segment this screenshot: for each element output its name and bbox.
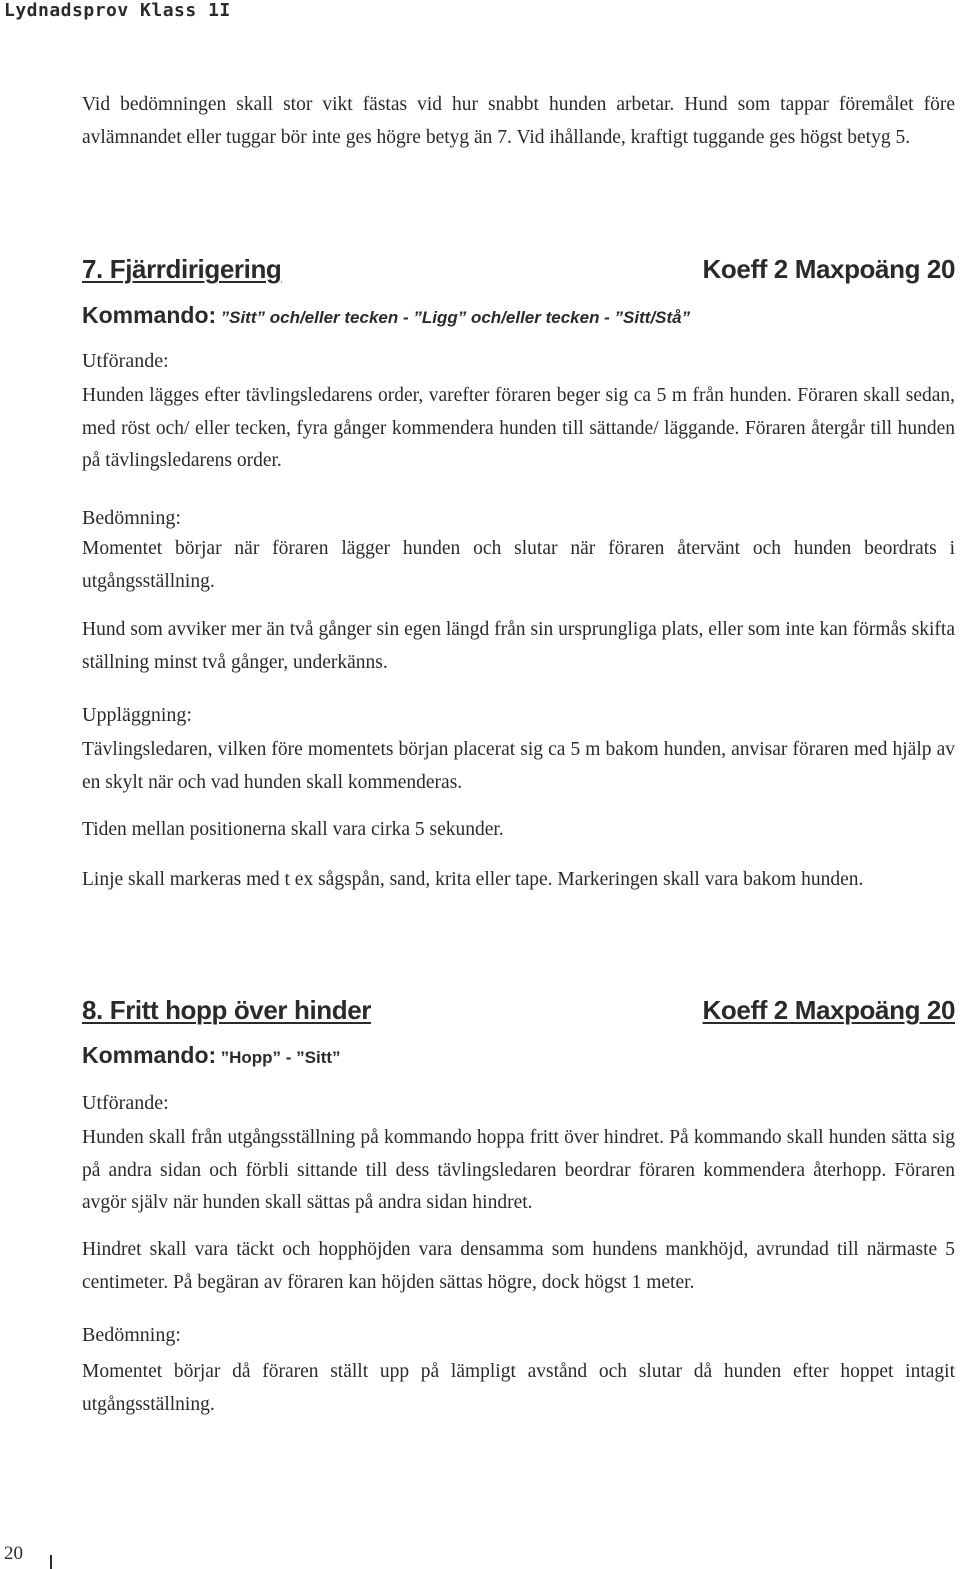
section-8-execution-text-2: Hindret skall vara täckt och hopphöjden vara densamma som hundens mankhöjd, avrundad till närmaste 5 centimeter. På begäran av föraren kan höjden sättas högre, dock högst 1 meter. xyxy=(82,1239,955,1293)
section-7-assessment-text-1: Momentet börjar när föraren lägger hunden och slutar när föraren återvänt och hunden beordrats i utgångsställning. xyxy=(82,538,955,592)
section-7-execution-text: Hunden lägges efter tävlingsledarens order, varefter föraren beger sig ca 5 m från hunden. Föraren skall sedan, med röst och/ eller tecken, fyra gånger kommendera hunden till sättande/ läggande. Föraren återgår till hunden på tävlingsledarens order. xyxy=(82,385,955,471)
section-7-command xyxy=(82,302,955,329)
section-8-assessment-heading: Bedömning: xyxy=(82,1324,181,1346)
section-7-setup-2 xyxy=(82,814,955,847)
section-8-command-text: ”Hopp” - ”Sitt” xyxy=(220,1048,341,1067)
section-8-command xyxy=(82,1042,955,1069)
section-8-execution-heading: Utförande: xyxy=(82,1092,169,1114)
section-7-assessment-1 xyxy=(82,533,955,598)
section-7-setup-text-1: Tävlingsledaren, vilken före momentets början placerat sig ca 5 m bakom hunden, anvisar föraren med hjälp av en skylt när och vad hunden skall kommenderas. xyxy=(82,739,955,793)
footer-rule xyxy=(50,1555,52,1569)
section-7-execution-heading: Utförande: xyxy=(82,350,169,372)
section-7-execution xyxy=(82,380,955,478)
section-7-assessment-text-2: Hund som avviker mer än två gånger sin egen längd från sin ursprungliga plats, eller som inte kan förmås skifta ställning minst två gånger, underkänns. xyxy=(82,619,955,673)
section-7-command-text: ”Sitt” och/eller tecken - ”Ligg” och/eller tecken - ”Sitt/Stå” xyxy=(220,308,691,327)
section-8-execution-text-1: Hunden skall från utgångsställning på kommando hoppa fritt över hindret. På kommando skall hunden sätta sig på andra sidan och förbli sittande till dess tävlingsledaren beordrar föraren kommendera återhopp. Föraren avgör själv när hunden skall sättas på andra sidan hindret. xyxy=(82,1127,955,1213)
section-7-setup-3 xyxy=(82,864,955,897)
section-7-setup-text-3: Linje skall markeras med t ex sågspån, sand, krita eller tape. Markeringen skall vara bakom hunden. xyxy=(82,869,864,890)
section-8-assessment xyxy=(82,1356,955,1421)
intro-paragraph: Vid bedömningen skall stor vikt fästas vid hur snabbt hunden arbetar. Hund som tappar föremålet före avlämnandet eller tuggar bör inte ges högre betyg än 7. Vid ihållande, kraftigt tuggande ges högst betyg 5. xyxy=(82,94,955,148)
section-7-assessment-2 xyxy=(82,614,955,679)
section-7-coeff: Koeff 2 Maxpoäng 20 xyxy=(702,254,955,284)
section-7-setup-1 xyxy=(82,734,955,799)
section-7-setup-text-2: Tiden mellan positionerna skall vara cirka 5 sekunder. xyxy=(82,819,504,840)
section-7-assessment-heading: Bedömning: xyxy=(82,507,181,529)
section-7-setup-heading: Uppläggning: xyxy=(82,704,192,726)
running-header: Lydnadsprov Klass 1I xyxy=(4,0,231,21)
intro-paragraph-block xyxy=(82,89,955,154)
section-7-command-label: Kommando: xyxy=(82,302,217,328)
section-8-assessment-text: Momentet börjar då föraren ställt upp på lämpligt avstånd och slutar då hunden efter hoppet intagit utgångsställning. xyxy=(82,1361,955,1415)
page-number: 20 xyxy=(4,1543,23,1564)
section-8-heading xyxy=(82,995,955,1026)
section-8-command-label: Kommando: xyxy=(82,1042,217,1068)
section-7-heading xyxy=(82,254,955,285)
section-8-execution-1 xyxy=(82,1122,955,1220)
section-8-execution-2 xyxy=(82,1234,955,1299)
section-7-title: 7. Fjärrdirigering xyxy=(82,254,282,284)
section-8-coeff: Koeff 2 Maxpoäng 20 xyxy=(702,995,955,1025)
section-8-title: 8. Fritt hopp över hinder xyxy=(82,995,372,1025)
